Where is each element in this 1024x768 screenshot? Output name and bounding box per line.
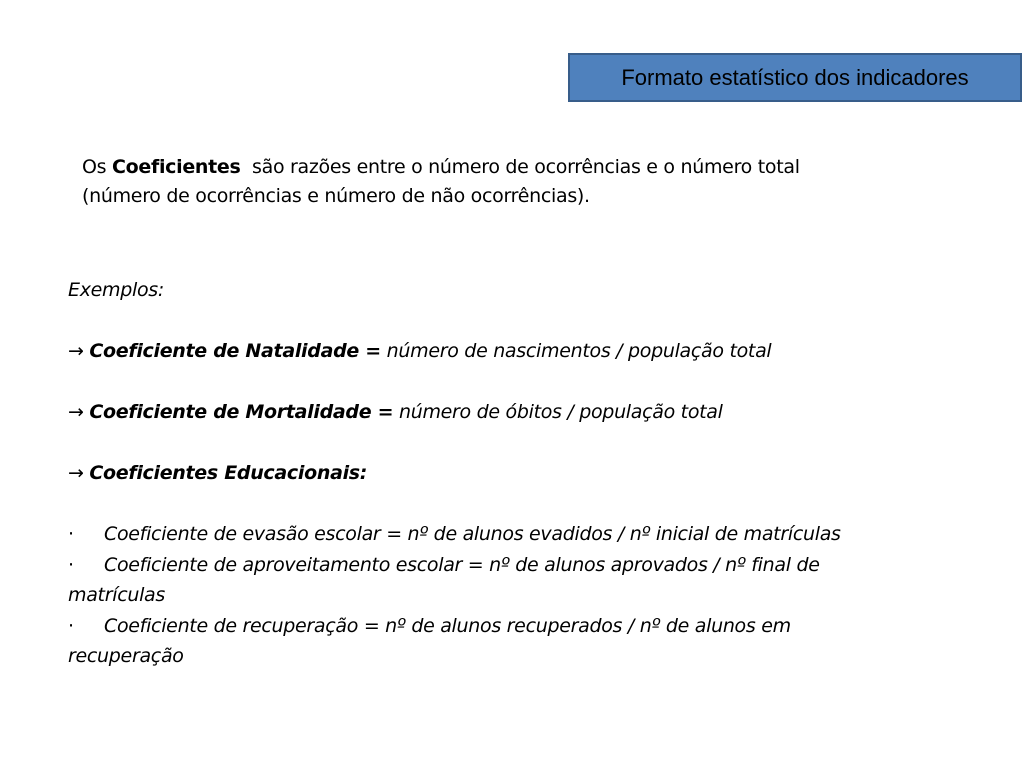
list-item-text: Coeficiente de recuperação = nº de alunos recuperados / nº de alunos em xyxy=(104,614,791,637)
list-item-aproveitamento-cont: matrículas xyxy=(68,584,166,606)
bullet-icon: · xyxy=(68,614,74,637)
spacer xyxy=(68,306,948,337)
arrow-icon: → xyxy=(68,401,84,423)
intro-line-1 xyxy=(82,153,942,182)
list-item-text: Coeficiente de evasão escolar = nº de alunos evadidos / nº inicial de matrículas xyxy=(104,523,841,545)
example-natalidade xyxy=(68,336,948,367)
example-educacionais xyxy=(68,458,948,489)
educacionais-term: Coeficientes Educacionais: xyxy=(89,462,368,484)
intro-term: Coeficientes xyxy=(112,156,241,178)
arrow-icon: → xyxy=(68,462,84,484)
bullet-icon: · xyxy=(68,523,74,545)
list-item-evasao xyxy=(68,519,948,550)
intro-line1-rest: são razões entre o número de ocorrências e o número total xyxy=(240,156,800,178)
list-item-text: Coeficiente de aproveitamento escolar = nº de alunos aprovados / nº final de xyxy=(104,553,820,576)
spacer xyxy=(68,367,948,398)
intro-line-2: (número de ocorrências e número de não ocorrências). xyxy=(82,185,590,207)
arrow-icon: → xyxy=(68,340,84,362)
spacer xyxy=(68,489,948,520)
natalidade-definition: número de nascimentos / população total xyxy=(380,340,772,362)
list-item-recuperacao-cont: recuperação xyxy=(68,645,184,667)
list-item-recuperacao xyxy=(68,611,948,642)
list-item-aproveitamento xyxy=(68,550,948,581)
slide-title-box xyxy=(568,53,1022,102)
intro-prefix: Os xyxy=(82,156,112,178)
example-mortalidade xyxy=(68,397,948,428)
bullet-icon: · xyxy=(68,553,74,576)
spacer xyxy=(68,428,948,459)
mortalidade-term: Coeficiente de Mortalidade = xyxy=(89,401,394,423)
natalidade-term: Coeficiente de Natalidade = xyxy=(89,340,381,362)
intro-paragraph xyxy=(82,153,942,211)
mortalidade-definition: número de óbitos / população total xyxy=(393,401,723,423)
examples-block xyxy=(68,275,948,672)
examples-heading: Exemplos: xyxy=(68,279,165,301)
slide-title: Formato estatístico dos indicadores xyxy=(621,64,969,90)
